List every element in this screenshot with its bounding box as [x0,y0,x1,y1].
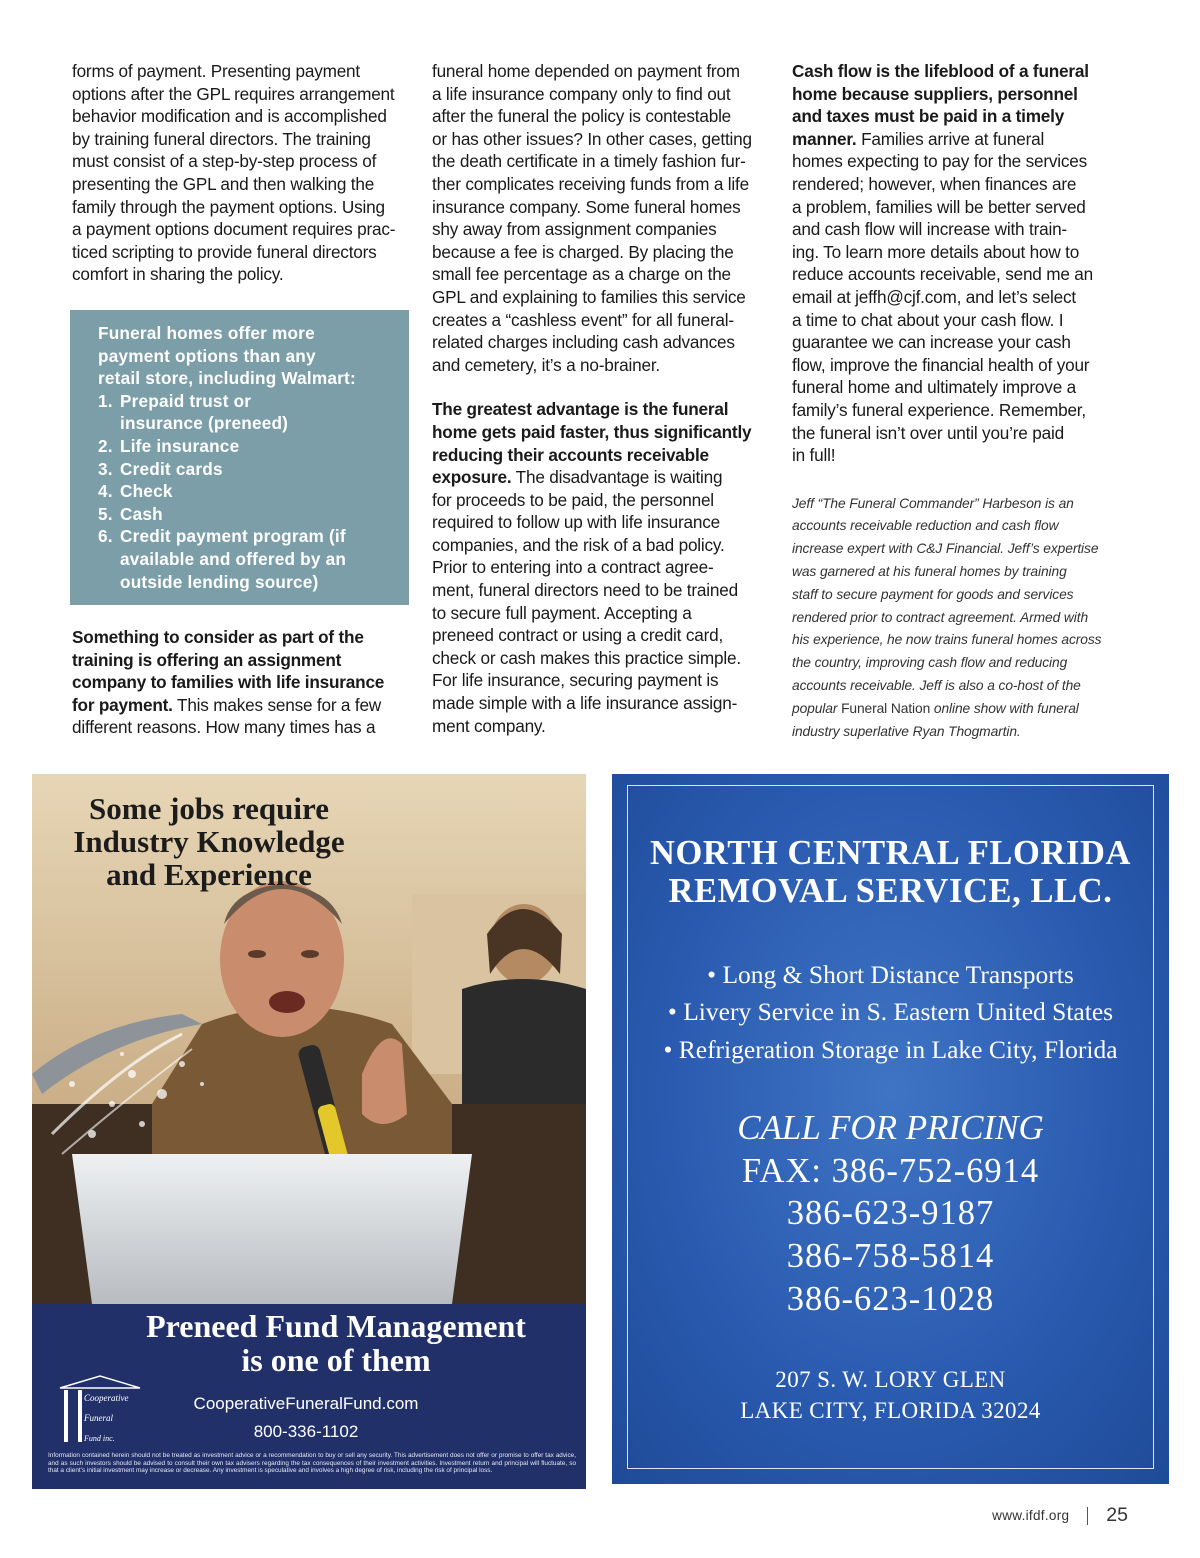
ad1-phone[interactable]: 800-336-1102 [253,1422,359,1441]
phone-number[interactable]: 386-623-1028 [786,1280,995,1318]
col1-para2: Something to consider as part of the training is offering an assignment company to families with life insurance for payment. This makes sense for a few different reasons. How many times has a [72,627,385,738]
list-item: 1. Prepaid trust or insurance (preneed) [98,390,289,434]
col1-para1: forms of payment. Presenting payment options after the GPL requires arrangement behavior modification and is accomplished by training funeral directors. The training must consist of a step-by-step process of presenting the GPL and then walking the family through the payment options. Using a payment options document requires prac- ticed scripting to provide funeral directors comfort in sharing the policy. [72,61,396,285]
ad1-website-link[interactable]: CooperativeFuneralFund.com [193,1394,419,1413]
payment-options-sidebar [70,310,409,605]
phone-number[interactable]: 386-758-5814 [786,1237,995,1275]
article-column-1-continued [72,626,412,739]
logo-word: Funeral [84,1413,113,1423]
list-item: 2. Life insurance [98,435,240,456]
service-item: • Livery Service in S. Eastern United States [667,997,1114,1026]
article-column-3 [792,60,1132,743]
payment-options-list [98,390,399,593]
ad1-disclaimer: Information contained herein should not be treated as investment advice or a recommendation to buy or sell any security. This advertisement does not offer or promise to offer tax advice, and as such investors should be advised to consult their own tax advisers regarding the tax consequences of their investment activities. Investment return and principal will fluctuate, so that a client’s initial investment may increase or decrease. Any investment is speculative and involves a high degree of risk, including the risk of principal loss. [48,1452,576,1475]
ad1-footer-panel [32,1304,586,1489]
call-for-pricing: CALL FOR PRICING [737,1108,1044,1147]
article-column-1 [72,60,412,286]
fax-number: FAX: 386-752-6914 [741,1152,1040,1190]
ncf-removal-service-ad[interactable] [612,774,1169,1484]
logo-word: Cooperative [84,1393,129,1403]
col2-para1: funeral home depended on payment from a life insurance company only to find out after the funeral the policy is contestable or has other issues? In other cases, getting the death certificate in a timely fashion fur- ther complicates receiving funds from a life insurance company. Some funeral homes shy away from assignment companies because a fee is charged. By placing the small fee percentage as a charge on the GPL and explaining to families this service creates a “cashless event” for all funeral- related charges including cash advances and cemetery, it’s a no-brainer. [432,61,752,375]
col2-para2: The greatest advantage is the funeral home gets paid faster, thus significantly reducing their accounts receivable exposure. The disadvantage is waiting for proceeds to be paid, the personnel required to follow up with life insurance companies, and the risk of a bad policy. Prior to entering into a contract agree- ment, funeral directors need to be trained to secure full payment. Accepting a preneed contract or using a credit card, check or cash makes this practice simple. For life insurance, securing payment is made simple with a life insurance assign- ment company. [432,399,752,736]
list-item: 4. Check [98,481,173,502]
phone-number[interactable]: 386-623-9187 [786,1194,995,1232]
sidebar-intro: Funeral homes offer more payment options than any retail store, including Walmart: [98,323,356,389]
list-item: 6. Credit payment program (if available and offered by an outside lending source) [98,526,347,592]
logo-word: Fund inc. [84,1434,115,1443]
list-item: 5. Cash [98,503,163,524]
service-item: • Long & Short Distance Transports [707,960,1074,989]
page-footer [992,1504,1128,1527]
cooperative-funeral-fund-ad[interactable] [32,774,586,1489]
ad2-address: 207 S. W. LORY GLEN LAKE CITY, FLORIDA 32024 [740,1367,1041,1423]
ad2-title: NORTH CENTRAL FLORIDA REMOVAL SERVICE, LLC. [649,834,1132,910]
website-link[interactable]: www.ifdf.org [992,1508,1070,1523]
footer-divider [1087,1507,1088,1525]
list-item: 3. Credit cards [98,458,223,479]
author-bio: Jeff “The Funeral Commander” Harbeson is an accounts receivable reduction and cash flow increase expert with C&J Financial. Jeff’s expertise was garnered at his funeral homes by training staff to secure payment for goods and services rendered prior to contract agreement. Armed with his experience, he now trains funeral homes across the country, improving cash flow and reducing accounts receivable. Jeff is also a co-host of the popular Funeral Nation online show with funeral industry superlative Ryan Thogmartin. [792,495,1102,739]
page-number: 25 [1106,1504,1128,1526]
ad1-headline: Some jobs require Industry Knowledge and Experience [73,791,345,892]
service-item: • Refrigeration Storage in Lake City, Florida [663,1035,1118,1064]
article-column-2 [432,60,770,737]
ad1-title: Preneed Fund Management is one of them [146,1308,526,1378]
col3-para1: Cash flow is the lifeblood of a funeral home because suppliers, personnel and taxes must be paid in a timely manner. Families arrive at funeral homes expecting to pay for the services rendered; however, when finances are a problem, families will be better served and cash flow will increase with train- ing. To learn more details about how to reduce accounts receivable, send me an email at jeffh@cjf.com, and let’s select a time to chat about your cash flow. I guarantee we can increase your cash flow, improve the financial health of your funeral home and ultimately improve a family’s funeral experience. Remember, the funeral isn’t over until you’re paid in full! [792,61,1094,466]
